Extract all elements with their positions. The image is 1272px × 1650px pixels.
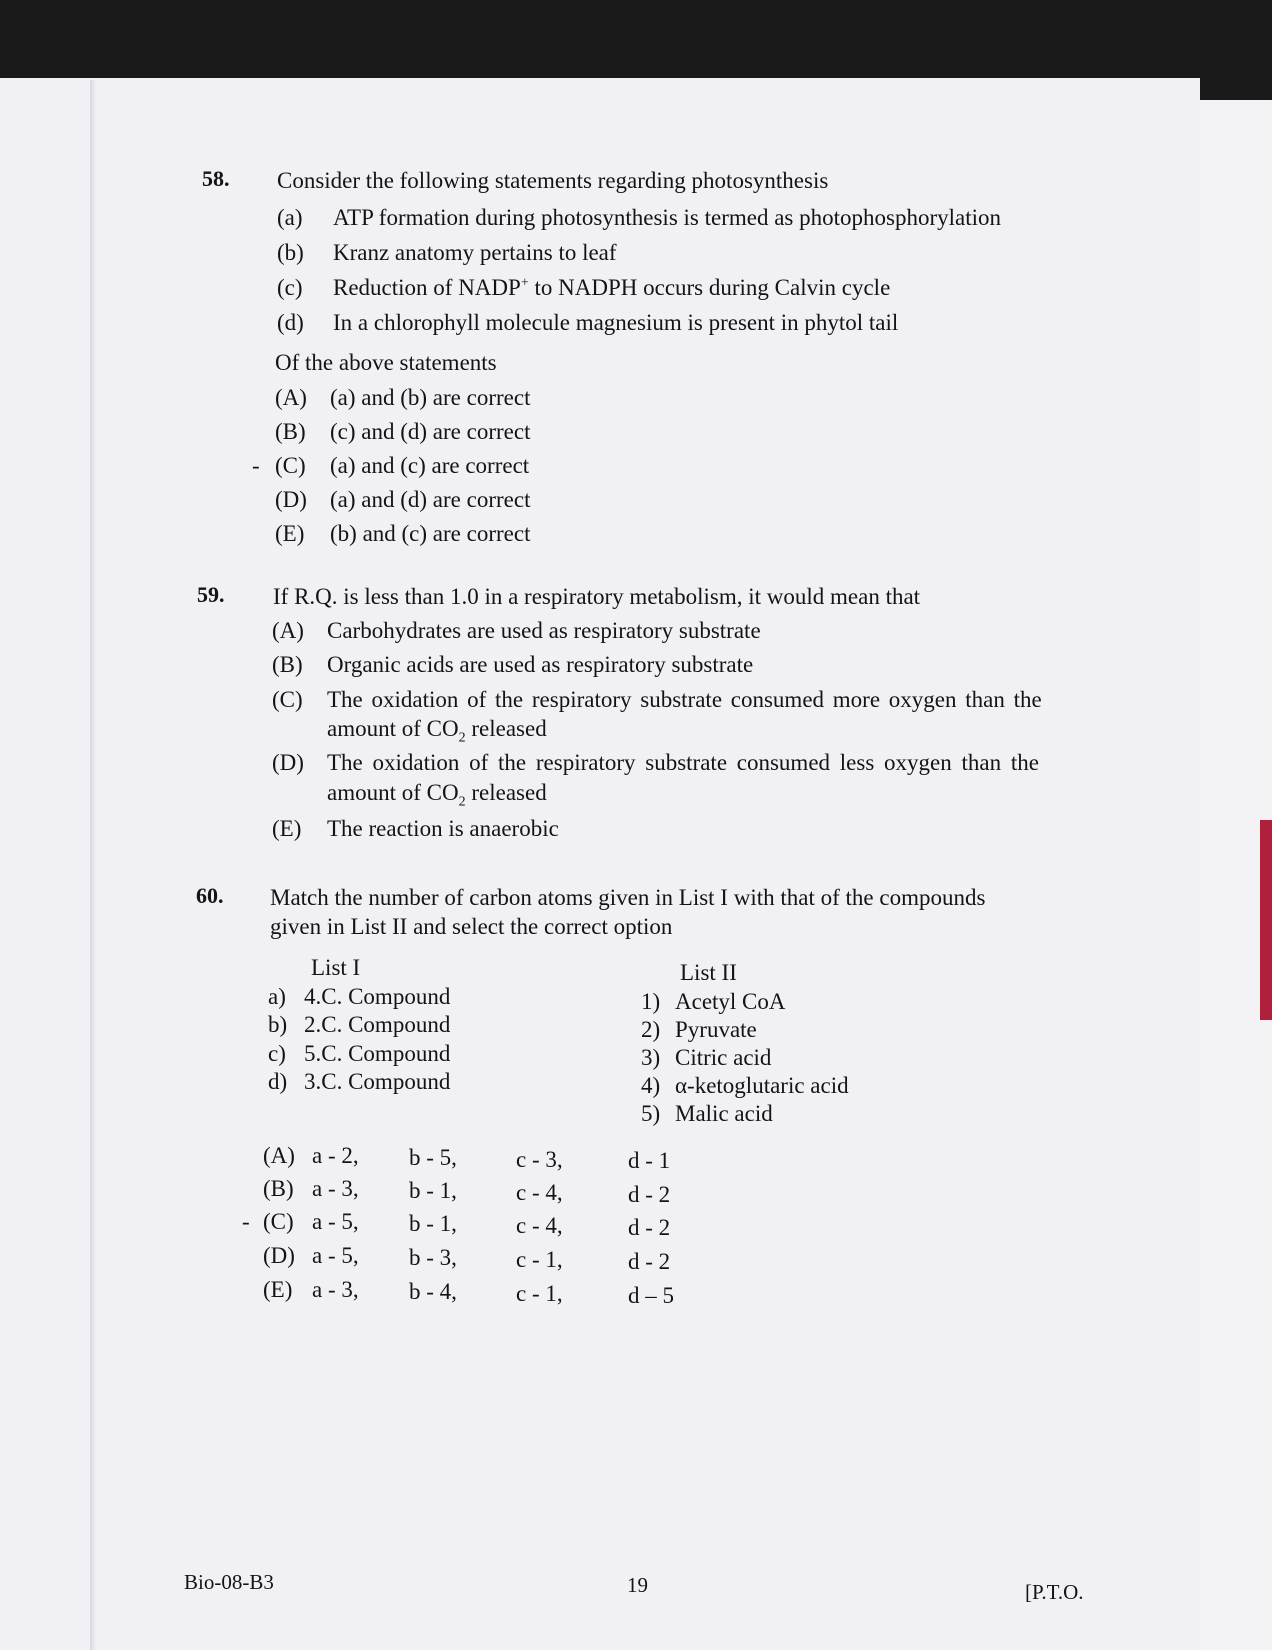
question-number: 60. xyxy=(196,883,224,908)
question-text: Match the number of carbon atoms given in List I with that of the compounds xyxy=(270,885,986,910)
list1-label: c) xyxy=(268,1041,286,1066)
list2-item: Malic acid xyxy=(675,1101,773,1126)
list1-label: d) xyxy=(268,1069,288,1094)
match-d: d - 2 xyxy=(628,1249,671,1274)
page-number: 19 xyxy=(627,1573,648,1597)
list1-label: b) xyxy=(268,1012,288,1037)
please-turn-over: [P.T.O. xyxy=(1025,1580,1084,1604)
statement-text: In a chlorophyll molecule magnesium is present in phytol tail xyxy=(333,310,899,335)
option-label: (A) xyxy=(275,385,307,410)
match-c: c - 4, xyxy=(516,1180,563,1205)
option-label: (B) xyxy=(272,652,303,677)
option-label: (C) xyxy=(275,453,306,478)
option-text: (a) and (b) are correct xyxy=(330,385,531,410)
match-b: b - 5, xyxy=(409,1145,457,1170)
list2-label: 1) xyxy=(641,989,661,1014)
list2-item: Acetyl CoA xyxy=(675,989,786,1014)
option-label: (D) xyxy=(263,1243,295,1268)
option-label: (B) xyxy=(275,419,306,444)
option-text: (c) and (d) are correct xyxy=(330,419,531,444)
list2-item: α-ketoglutaric acid xyxy=(675,1073,849,1098)
statement-label: (a) xyxy=(277,205,303,230)
option-label: (C) xyxy=(272,687,303,712)
option-text: (a) and (c) are correct xyxy=(330,453,530,478)
match-c: c - 4, xyxy=(516,1213,563,1238)
question-lead: Of the above statements xyxy=(275,350,497,375)
match-a: a - 5, xyxy=(312,1209,359,1234)
match-b: b - 1, xyxy=(409,1211,457,1236)
page-fold xyxy=(90,80,96,1650)
statement-label: (d) xyxy=(277,310,304,335)
list1-item: 4.C. Compound xyxy=(304,984,451,1009)
option-label: (A) xyxy=(263,1143,295,1168)
option-text: The oxidation of the respiratory substrate consumed less oxygen than the xyxy=(327,750,1039,775)
option-text: (b) and (c) are correct xyxy=(330,521,531,546)
statement-text: Kranz anatomy pertains to leaf xyxy=(333,240,617,265)
match-b: b - 4, xyxy=(409,1279,457,1304)
list1-header: List I xyxy=(311,955,361,980)
match-a: a - 2, xyxy=(312,1143,359,1168)
question-number: 58. xyxy=(202,166,230,191)
question-text: Consider the following statements regarding photosynthesis xyxy=(277,168,829,193)
option-label: (D) xyxy=(272,750,304,775)
list1-label: a) xyxy=(268,984,286,1009)
option-label: (E) xyxy=(263,1277,293,1302)
list2-item: Citric acid xyxy=(675,1045,772,1070)
match-b: b - 1, xyxy=(409,1178,457,1203)
list2-item: Pyruvate xyxy=(675,1017,757,1042)
option-text: (a) and (d) are correct xyxy=(330,487,531,512)
option-text: The reaction is anaerobic xyxy=(327,816,559,841)
match-d: d - 1 xyxy=(628,1148,671,1173)
page-tab-edge xyxy=(1260,820,1272,1020)
statement-text: ATP formation during photosynthesis is termed as photophosphorylation xyxy=(333,205,1002,230)
match-a: a - 5, xyxy=(312,1243,359,1268)
option-text: Carbohydrates are used as respiratory substrate xyxy=(327,618,761,643)
list2-label: 3) xyxy=(641,1045,661,1070)
list1-item: 3.C. Compound xyxy=(304,1069,451,1094)
statement-label: (c) xyxy=(277,275,303,300)
statement-label: (b) xyxy=(277,240,304,265)
list2-label: 2) xyxy=(641,1017,661,1042)
option-label: (C) xyxy=(263,1209,294,1234)
statement-text: Reduction of NADP+ to NADPH occurs during Calvin cycle xyxy=(333,275,891,300)
option-text-continued: amount of $CO_2$ released xyxy=(327,780,547,810)
booklet-code: Bio-08-B3 xyxy=(184,1570,274,1594)
question-text: If R.Q. is less than 1.0 in a respiratory metabolism, it would mean that xyxy=(273,584,921,609)
option-text: Organic acids are used as respiratory substrate xyxy=(327,652,754,677)
match-d: d – 5 xyxy=(628,1283,674,1308)
option-label: (B) xyxy=(263,1176,294,1201)
question-text-continued: given in List II and select the correct option xyxy=(270,914,673,939)
match-c: c - 1, xyxy=(516,1247,563,1272)
match-d: d - 2 xyxy=(628,1215,671,1240)
option-text: The oxidation of the respiratory substrate consumed more oxygen than the xyxy=(327,687,1042,712)
option-label: (E) xyxy=(272,816,302,841)
option-label: (A) xyxy=(272,618,304,643)
match-b: b - 3, xyxy=(409,1245,457,1270)
list2-header: List II xyxy=(680,960,737,985)
list2-label: 5) xyxy=(641,1101,661,1126)
answer-tick-mark: - xyxy=(242,1209,250,1234)
list1-item: 2.C. Compound xyxy=(304,1012,451,1037)
match-a: a - 3, xyxy=(312,1277,359,1302)
match-d: d - 2 xyxy=(628,1182,671,1207)
match-c: c - 1, xyxy=(516,1281,563,1306)
question-number: 59. xyxy=(197,582,225,607)
answer-tick-mark: - xyxy=(252,453,260,478)
option-label: (E) xyxy=(275,521,305,546)
match-a: a - 3, xyxy=(312,1176,359,1201)
match-c: c - 3, xyxy=(516,1147,563,1172)
option-text-continued: amount of $CO_2$ released xyxy=(327,716,547,746)
option-label: (D) xyxy=(275,487,307,512)
list2-label: 4) xyxy=(641,1073,661,1098)
list1-item: 5.C. Compound xyxy=(304,1041,451,1066)
